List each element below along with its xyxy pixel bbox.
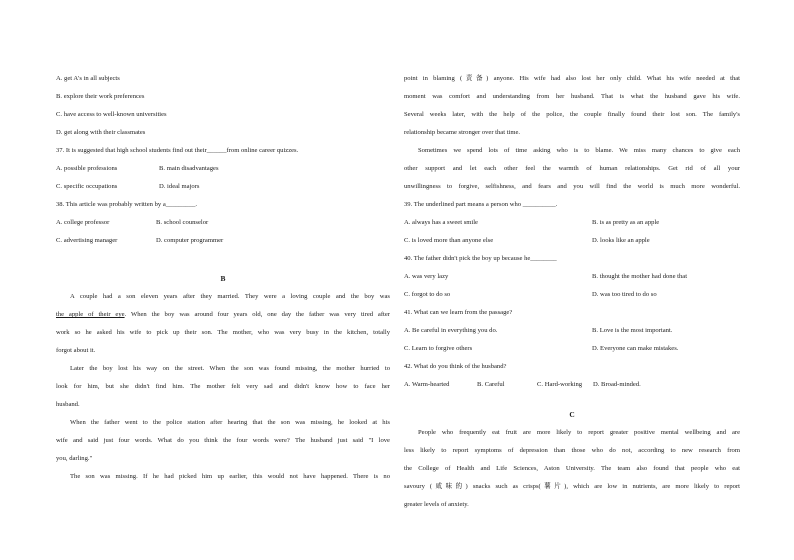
q39-stem: 39. The underlined part means a person who __________.	[404, 201, 558, 208]
q38-option-b: B. school counselor	[156, 219, 209, 226]
q38-options-row-2	[56, 232, 390, 250]
left-column	[56, 70, 390, 486]
q40-option-d: D. was too tired to do so	[592, 291, 657, 298]
q40-option-a: A. was very lazy	[404, 273, 449, 280]
q41-options-row-2	[404, 340, 740, 358]
q39-option-a: A. always has a sweet smile	[404, 219, 478, 226]
section-b-p3-line-3: you, darling."	[56, 455, 93, 462]
section-b-heading: B	[220, 274, 226, 283]
section-c-p1-line-4: savoury (咸味的) snacks such as crisps(薯片), which are low in nutrients, are more likely to report	[404, 483, 740, 490]
q42-stem: 42. What do you think of the husband?	[404, 363, 507, 370]
section-c-p1-line-1: People who frequently eat fruit are more likely to report greater positive mental wellbeing and are	[418, 429, 740, 436]
q40-options-row-2	[404, 286, 740, 304]
q42-options-row	[404, 376, 740, 394]
section-b-p5-line-2: other support and let each other feel the warmth of human relationships. Get rid of all your	[404, 165, 740, 172]
q40-option-b: B. thought the mother had done that	[592, 273, 688, 280]
q39-options-row-2	[404, 232, 740, 250]
q37-option-a: A. possible professions	[56, 165, 118, 172]
section-b-p1-line-2	[56, 306, 390, 324]
q42-option-b: B. Careful	[477, 381, 505, 388]
q37-option-b: B. main disadvantages	[159, 165, 219, 172]
section-b-p1-line-2-rest: . When the boy was around four years old, one day the father was very tired after	[124, 311, 390, 318]
q40-options-row-1	[404, 268, 740, 286]
section-b-p1-line-3: work so he asked his wife to pick up their son. The mother, who was very busy in the kitchen, totally	[56, 329, 390, 336]
q37-options-row-2	[56, 178, 390, 196]
section-b-p4-line-3: moment was comfort and understanding from her husband. That is what the husband gave his wife.	[404, 93, 740, 100]
q42-option-c: C. Hard-working	[537, 381, 583, 388]
section-b-p4-line-5: relationship became stronger over that time.	[404, 129, 521, 136]
q42-option-a: A. Warm-hearted	[404, 381, 450, 388]
q40-stem: 40. The father didn't pick the boy up because he________	[404, 255, 557, 262]
q36-option-d: D. get along with their classmates	[56, 129, 146, 136]
section-c-heading: C	[569, 410, 575, 419]
q36-option-c: C. have access to well-known universities	[56, 111, 167, 118]
section-b-p5-line-1: Sometimes we spend lots of time asking who is to blame. We miss many chances to give each	[418, 147, 740, 154]
section-b-p5-line-3: unwillingness to forgive, selfishness, and fears and you will find the world is much more wonderful.	[404, 183, 740, 190]
q39-option-b: B. is as pretty as an apple	[592, 219, 660, 226]
section-c-p1-line-3: the College of Health and Life Sciences, Aston University. The team also found that people who eat	[404, 465, 740, 472]
section-b-p3-line-2: wife and said just four words. What do you think the four words were? The husband just said "I love	[56, 437, 390, 444]
right-column	[404, 70, 740, 514]
q38-option-c: C. advertising manager	[56, 237, 118, 244]
section-b-p2-line-2: look for him, but she didn't find him. The mother felt very sad and didn't know how to face her	[56, 383, 390, 390]
section-b-p4-line-1: The son was missing. If he had picked him up earlier, this would not have happened. There is no	[70, 473, 390, 480]
section-c-p1-line-5: greater levels of anxiety.	[404, 501, 469, 508]
q41-option-d: D. Everyone can make mistakes.	[592, 345, 679, 352]
section-b-p4-line-4: Several weeks later, with the help of the police, the couple finally found their lost son. The family's	[404, 111, 740, 118]
q41-option-c: C. Learn to forgive others	[404, 345, 473, 352]
q41-options-row-1	[404, 322, 740, 340]
section-b-p2-line-1: Later the boy lost his way on the street. When the son was found missing, the mother hurried to	[70, 365, 390, 372]
section-c-p1-line-2: less likely to report symptoms of depression than those who do not, according to new research from	[404, 447, 740, 454]
q42-option-d: D. Broad-minded.	[593, 381, 641, 388]
q38-stem: 38. This article was probably written by a_________.	[56, 201, 198, 208]
q41-option-a: A. Be careful in everything you do.	[404, 327, 498, 334]
q38-options-row-1	[56, 214, 390, 232]
q37-stem: 37. It is suggested that high school students find out their______from online career quizzes.	[56, 147, 299, 154]
q41-option-b: B. Love is the most important.	[592, 327, 673, 334]
section-b-p3-line-1: When the father went to the police station after hearing that the son was missing, he looked at his	[70, 419, 390, 426]
q36-option-a: A. get A's in all subjects	[56, 75, 120, 82]
section-b-p4-line-2: point in blaming (责备) anyone. His wife had also lost her only child. What his wife needed at that	[404, 75, 740, 82]
section-b-p2-line-3: husband.	[56, 401, 80, 408]
q38-option-a: A. college professor	[56, 219, 110, 226]
q39-option-c: C. is loved more than anyone else	[404, 237, 494, 244]
q39-option-d: D. looks like an apple	[592, 237, 650, 244]
q41-stem: 41. What can we learn from the passage?	[404, 309, 513, 316]
q38-option-d: D. computer programmer	[156, 237, 224, 244]
q37-option-c: C. specific occupations	[56, 183, 118, 190]
underlined-phrase: the apple of their eye	[56, 311, 125, 318]
section-b-p1-line-4: forgot about it.	[56, 347, 96, 354]
q39-options-row-1	[404, 214, 740, 232]
q37-option-d: D. ideal majors	[159, 183, 200, 190]
q40-option-c: C. forgot to do so	[404, 291, 451, 298]
q37-options-row-1	[56, 160, 390, 178]
section-b-p1-line-1: A couple had a son eleven years after they married. They were a loving couple and the boy was	[70, 293, 390, 300]
q36-option-b: B. explore their work preferences	[56, 93, 145, 100]
